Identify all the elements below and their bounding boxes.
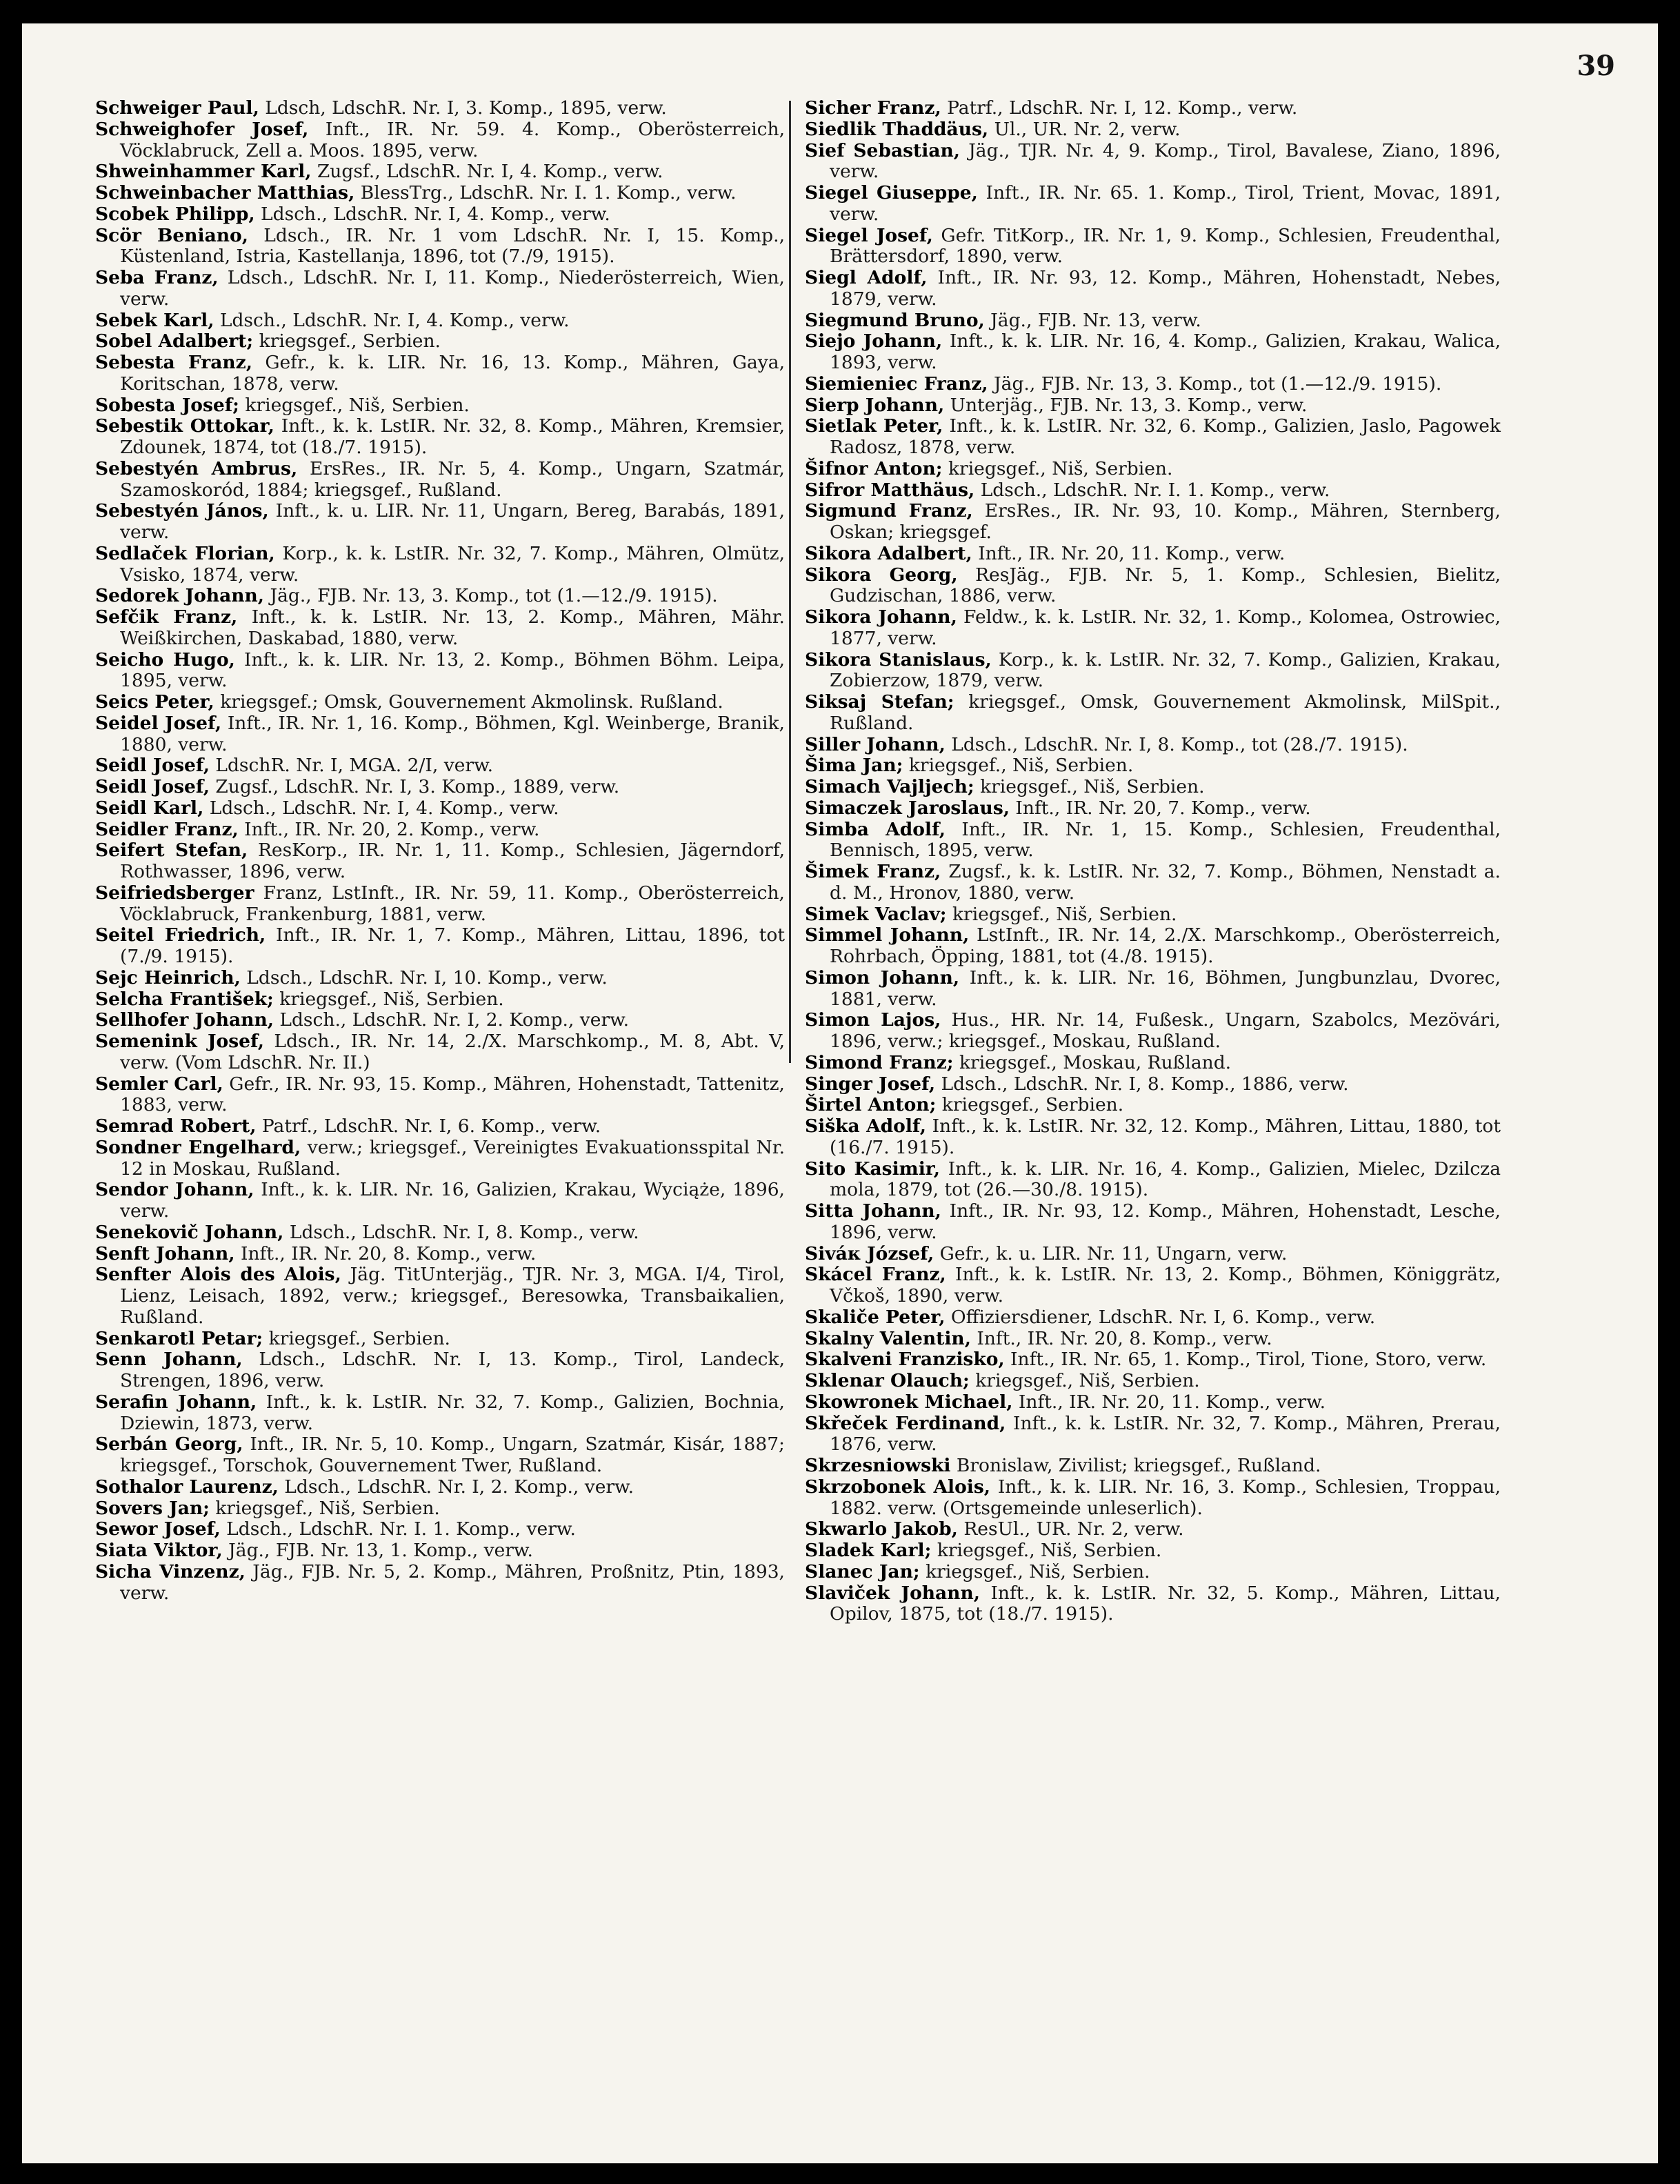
list-item (95, 1010, 785, 1031)
entry-name: Siemieniec Franz, (805, 373, 988, 395)
entry-name: Seicho Hugo, (95, 648, 235, 671)
entry-text: verw.; kriegsgef., Vereinigtes Evakuationsspital Nr. 12 in Moskau, Rußland. (120, 1136, 785, 1180)
entry-name: Sladek Karl; (805, 1540, 932, 1561)
list-item (805, 480, 1501, 502)
list-item (95, 1349, 785, 1392)
entry-name: Simba Adolf, (805, 818, 946, 840)
entry-text: Inft., IR. Nr. 65. 1. Komp., Tirol, Trient, Movac, 1891, verw. (830, 182, 1501, 225)
entry-name: Senfter Alois des Alois, (95, 1264, 341, 1286)
entry-text: Inft., IR. Nr. 65, 1. Komp., Tirol, Tione, Storo, verw. (1010, 1349, 1487, 1371)
entry-text: Jäg., FJB. Nr. 13, 3. Komp., tot (1.—12./9. 1915). (270, 585, 718, 607)
entry-name: Sito Kasimir, (805, 1158, 941, 1180)
entry-name: Sitta Johann, (805, 1200, 941, 1222)
list-item (805, 798, 1501, 820)
list-item (805, 544, 1501, 565)
list-item (95, 1222, 785, 1244)
list-item (95, 713, 785, 756)
entry-text: kriegsgef., Niš, Serbien. (908, 755, 1134, 777)
entry-text: kriegsgef., Niš, Serbien. (245, 394, 470, 416)
list-item (95, 353, 785, 395)
list-item (95, 755, 785, 777)
entry-name: Sovers Jan; (95, 1497, 210, 1519)
entry-name: Seidler Franz, (95, 818, 239, 840)
entry-text: ErsRes., IR. Nr. 93, 10. Komp., Mähren, Sternberg, Oskan; kriegsgef. (830, 500, 1501, 543)
list-item (805, 1456, 1501, 1477)
list-item (95, 650, 785, 693)
list-item (805, 268, 1501, 310)
entry-name: Sicher Franz, (805, 97, 941, 119)
entry-name: Singer Josef, (805, 1073, 936, 1095)
entry-text: kriegsgef., Niš, Serbien. (948, 457, 1173, 479)
list-item (805, 968, 1501, 1011)
entry-text: Inft., IR. Nr. 59. 4. Komp., Oberösterreich, Vöcklabruck, Zell a. Moos. 1895, verw. (120, 118, 785, 161)
entry-text: Ldsch., LdschR. Nr. I, 2. Komp., verw. (284, 1476, 634, 1498)
entry-text: Inft., k. k. LIR. Nr. 16, 4. Komp., Galizien, Krakau, Walica, 1893, verw. (830, 330, 1501, 373)
entry-name: Serbán Georg, (95, 1433, 243, 1456)
entry-name: Siegl Adolf, (805, 267, 928, 288)
entry-text: Inft., IR. Nr. 5, 10. Komp., Ungarn, Szatmár, Kisár, 1887; kriegsgef., Torschok, Gouvernement Twer, Rußland. (120, 1433, 785, 1476)
entry-name: Senkarotl Petar; (95, 1327, 263, 1349)
entry-text: Bronislaw, Zivilist; kriegsgef., Rußland. (956, 1455, 1321, 1476)
list-item (95, 1116, 785, 1138)
list-item (805, 1095, 1501, 1116)
entry-text: Inft., k. k. LIR. Nr. 13, 2. Komp., Böhmen Böhm. Leipa, 1895, verw. (120, 648, 785, 692)
entry-text: Inft., k. k. LIR. Nr. 16, Böhmen, Jungbunzlau, Dvorec, 1881, verw. (830, 966, 1501, 1010)
entry-text: Jäg., TJR. Nr. 4, 9. Komp., Tirol, Bavalese, Ziano, 1896, verw. (830, 139, 1501, 183)
entry-name: Sebek Karl, (95, 309, 214, 331)
entry-name: Seitel Friedrich, (95, 924, 266, 946)
entry-text: LdschR. Nr. I, MGA. 2/I, verw. (215, 755, 494, 777)
entry-name: Siška Adolf, (805, 1115, 926, 1137)
entry-text: Ldsch, LdschR. Nr. I, 3. Komp., 1895, verw. (265, 97, 667, 119)
entry-name: Šifnor Anton; (805, 457, 943, 479)
list-item (95, 798, 785, 820)
list-item (805, 501, 1501, 544)
list-item (95, 968, 785, 989)
entry-text: Patrf., LdschR. Nr. I, 6. Komp., verw. (261, 1115, 601, 1137)
list-item (95, 331, 785, 353)
list-item (805, 777, 1501, 798)
list-item (95, 1392, 785, 1435)
entry-text: Jäg., FJB. Nr. 13, 3. Komp., tot (1.—12./9. 1915). (994, 373, 1442, 395)
entry-name: Sklenar Olauch; (805, 1370, 970, 1391)
entry-name: Seifert Stefan, (95, 840, 248, 862)
entry-name: Seifriedsberger (95, 882, 254, 904)
list-item (805, 1392, 1501, 1413)
entry-name: Siedlik Thaddäus, (805, 118, 989, 140)
list-item (95, 1244, 785, 1265)
list-item (805, 735, 1501, 756)
list-item (95, 607, 785, 650)
entry-name: Skwarlo Jakob, (805, 1518, 958, 1540)
entry-name: Simek Vaclav; (805, 903, 947, 925)
entry-text: Korp., k. k. LstIR. Nr. 32, 7. Komp., Mähren, Olmütz, Vsisko, 1874, verw. (120, 542, 785, 586)
entry-name: Siegmund Bruno, (805, 309, 985, 331)
entry-text: kriegsgef., Niš, Serbien. (980, 776, 1205, 797)
list-item (805, 862, 1501, 904)
entry-text: Ldsch., LdschR. Nr. I, 4. Komp., verw. (209, 797, 559, 819)
list-item (95, 989, 785, 1011)
entry-name: Skalveni Franzisko, (805, 1349, 1005, 1371)
list-item (95, 692, 785, 713)
entry-name: Siksaj Stefan; (805, 691, 954, 713)
entry-name: Senekovič Johann, (95, 1221, 284, 1243)
list-item (805, 1201, 1501, 1244)
entry-text: kriegsgef., Moskau, Rußland. (959, 1051, 1232, 1073)
list-item (95, 1264, 785, 1328)
entry-text: kriegsgef., Niš, Serbien. (279, 988, 504, 1010)
entry-name: Schweinbacher Matthias, (95, 182, 355, 203)
list-item (805, 374, 1501, 395)
entry-text: LstInft., IR. Nr. 14, 2./X. Marschkomp., Oberösterreich, Rohrbach, Öpping, 1881, tot (4./8. 1915). (830, 924, 1501, 967)
entry-text: Korp., k. k. LstIR. Nr. 32, 7. Komp., Galizien, Krakau, Zobierzow, 1879, verw. (830, 648, 1501, 692)
entry-text: Ldsch., LdschR. Nr. I, 4. Komp., verw. (219, 309, 570, 331)
list-item (805, 1010, 1501, 1053)
entry-name: Sedorek Johann, (95, 585, 265, 607)
list-item (805, 119, 1501, 141)
list-item (95, 1498, 785, 1520)
list-item (805, 820, 1501, 862)
entry-name: Slaviček Johann, (805, 1582, 980, 1604)
list-item (805, 1583, 1501, 1626)
entry-text: Inft., IR. Nr. 20, 8. Komp., verw. (977, 1327, 1272, 1349)
entry-name: Semrad Robert, (95, 1115, 257, 1137)
list-item (805, 141, 1501, 183)
entry-name: Sigmund Franz, (805, 500, 973, 522)
entry-name: Skalny Valentin, (805, 1327, 971, 1349)
entry-text: Jäg. TitUnterjäg., TJR. Nr. 3, MGA. I/4, Tirol, Lienz, Leisach, 1892, verw.; kriegsgef., Beresowka, Transbaikalien, Rußland. (120, 1264, 785, 1328)
list-item (95, 1031, 785, 1074)
list-item (95, 416, 785, 459)
entry-text: Inft., IR. Nr. 93, 12. Komp., Mähren, Hohenstadt, Nebes, 1879, verw. (830, 267, 1501, 310)
entry-text: Inft., k. k. LstIR. Nr. 32, 5. Komp., Mähren, Littau, Opilov, 1875, tot (18./7. 1915). (830, 1582, 1501, 1625)
entry-name: Slanec Jan; (805, 1560, 920, 1582)
entry-name: Skácel Franz, (805, 1264, 946, 1286)
entry-text: Patrf., LdschR. Nr. I, 12. Komp., verw. (947, 97, 1298, 119)
entry-name: Sikora Adalbert, (805, 542, 972, 564)
entry-text: Inft., k. k. LIR. Nr. 16, 3. Komp., Schlesien, Troppau, 1882. verw. (Ortsgemeinde unleserlich). (830, 1476, 1501, 1519)
entry-name: Sikora Georg, (805, 564, 958, 586)
column-divider (789, 101, 791, 1063)
entry-text: Jäg., FJB. Nr. 13, 1. Komp., verw. (228, 1540, 533, 1561)
entry-name: Sierp Johann, (805, 394, 945, 416)
entry-text: kriegsgef., Niš, Serbien. (937, 1540, 1162, 1561)
entry-name: Sobel Adalbert; (95, 330, 254, 353)
entry-text: Inft., k. k. LstIR. Nr. 13, 2. Komp., Böhmen, Königgrätz, Včkoš, 1890, verw. (830, 1264, 1501, 1307)
list-item (95, 1477, 785, 1498)
entry-text: Hus., HR. Nr. 14, Fußesk., Ungarn, Szabolcs, Mezövári, 1896, verw.; kriegsgef., Moskau, Rußland. (830, 1009, 1501, 1052)
list-item (805, 395, 1501, 417)
entry-name: Sewor Josef, (95, 1518, 221, 1540)
list-item (95, 883, 785, 926)
list-item (95, 119, 785, 162)
list-item (95, 459, 785, 502)
entry-text: Inft., k. k. LIR. Nr. 16, 4. Komp., Galizien, Mielec, Dzilcza mola, 1879, tot (26.—30./8. 1915). (830, 1158, 1501, 1201)
list-item (805, 183, 1501, 226)
list-item (805, 1540, 1501, 1562)
list-item (805, 565, 1501, 608)
list-item (805, 607, 1501, 650)
entry-name: Skřeček Ferdinand, (805, 1412, 1006, 1434)
entry-name: Šima Jan; (805, 755, 903, 777)
entry-text: BlessTrg., LdschR. Nr. I. 1. Komp., verw. (360, 182, 737, 203)
list-item (95, 1138, 785, 1180)
entry-text: Ldsch., LdschR. Nr. I, 8. Komp., tot (28./7. 1915). (951, 733, 1408, 755)
entry-name: Siata Viktor, (95, 1540, 223, 1561)
list-item (95, 1562, 785, 1605)
list-item (95, 501, 785, 544)
entry-name: Šimek Franz, (805, 861, 941, 882)
list-item (95, 310, 785, 332)
entry-text: Ldsch., IR. Nr. 1 vom LdschR. Nr. I, 15. Komp., Küstenland, Istria, Kastellanja, 1896, tot (7./9, 1915). (120, 224, 785, 268)
list-item (805, 98, 1501, 119)
list-item (95, 820, 785, 841)
entry-name: Senft Johann, (95, 1242, 235, 1264)
entry-name: Sikora Johann, (805, 606, 957, 628)
entry-text: Inft., IR. Nr. 20, 8. Komp., verw. (240, 1242, 537, 1264)
entry-text: ResJäg., FJB. Nr. 5, 1. Komp., Schlesien, Bielitz, Gudzischan, 1886, verw. (830, 564, 1501, 607)
entry-text: Zugsf., LdschR. Nr. I, 4. Komp., verw. (317, 161, 663, 183)
entry-text: Inft., k. k. LstIR. Nr. 13, 2. Komp., Mähren, Mähr. Weißkirchen, Daskabad, 1880, verw. (120, 606, 785, 649)
entry-text: ResUl., UR. Nr. 2, verw. (963, 1518, 1184, 1540)
entry-name: Sebestyén Ambrus, (95, 457, 298, 479)
entry-name: Simon Johann, (805, 966, 960, 989)
entry-text: kriegsgef., Serbien. (268, 1327, 450, 1349)
entry-name: Sellhofer Johann, (95, 1009, 274, 1031)
entry-text: kriegsgef., Omsk, Gouvernement Akmolinsk, MilSpit., Rußland. (830, 691, 1501, 734)
list-item (95, 544, 785, 586)
entry-text: Ldsch., LdschR. Nr. I, 8. Komp., verw. (289, 1221, 639, 1243)
entry-text: Zugsf., k. k. LstIR. Nr. 32, 7. Komp., Böhmen, Nenstadt a. d. M., Hronov, 1880, verw. (830, 861, 1501, 904)
list-item (805, 1349, 1501, 1371)
entry-text: Ldsch., LdschR. Nr. I. 1. Komp., verw. (980, 479, 1330, 501)
list-item (95, 1540, 785, 1562)
entry-name: Sifror Matthäus, (805, 479, 975, 501)
entry-name: Seics Peter, (95, 691, 214, 713)
document-page (22, 23, 1658, 2163)
entry-name: Seidel Josef, (95, 712, 222, 734)
entry-name: Sietlak Peter, (805, 415, 943, 437)
entry-text: ErsRes., IR. Nr. 5, 4. Komp., Ungarn, Szatmár, Szamoskoród, 1884; kriegsgef., Rußland. (120, 457, 785, 501)
entry-name: Simach Vajljech; (805, 776, 974, 797)
entry-text: Inft., k. k. LstIR. Nr. 32, 6. Komp., Galizien, Jaslo, Pagowek Radosz, 1878, verw. (830, 415, 1501, 458)
entry-text: Unterjäg., FJB. Nr. 13, 3. Komp., verw. (950, 394, 1308, 416)
list-item (95, 1434, 785, 1477)
list-item (95, 226, 785, 268)
entry-text: Ldsch., IR. Nr. 14, 2./X. Marschkomp., M. 8, Abt. V, verw. (Vom LdschR. Nr. II.) (120, 1031, 786, 1073)
list-item (95, 777, 785, 798)
list-item (805, 1116, 1501, 1159)
list-item (805, 1053, 1501, 1074)
entry-name: Simmel Johann, (805, 924, 970, 946)
entry-text: Ldsch., LdschR. Nr. I. 1. Komp., verw. (226, 1518, 576, 1540)
entry-name: Selcha František; (95, 988, 274, 1010)
entry-name: Sefčik Franz, (95, 606, 238, 628)
list-item (95, 840, 785, 883)
entry-name: Senn Johann, (95, 1349, 243, 1371)
entry-name: Sikora Stanislaus, (805, 648, 992, 671)
entry-name: Siegel Josef, (805, 224, 933, 246)
entry-name: Siegel Giuseppe, (805, 182, 978, 203)
entry-text: Inft., k. u. LIR. Nr. 11, Ungarn, Bereg, Barabás, 1891, verw. (120, 500, 785, 543)
entry-text: Ldsch., LdschR. Nr. I, 10. Komp., verw. (246, 966, 608, 989)
page-number: 39 (1577, 50, 1615, 82)
entry-name: Sendor Johann, (95, 1179, 254, 1201)
right-column (805, 98, 1501, 1625)
entry-text: kriegsgef., Niš, Serbien. (215, 1497, 440, 1519)
entry-text: Inft., k. k. LstIR. Nr. 32, 12. Komp., Mähren, Littau, 1880, tot (16./7. 1915). (830, 1115, 1501, 1158)
entry-text: Inft., IR. Nr. 1, 15. Komp., Schlesien, Freudenthal, Bennisch, 1895, verw. (830, 818, 1501, 862)
entry-text: Inft., IR. Nr. 93, 12. Komp., Mähren, Hohenstadt, Lesche, 1896, verw. (830, 1200, 1501, 1243)
entry-text: Inft., k. k. LIR. Nr. 16, Galizien, Krakau, Wyciąże, 1896, verw. (120, 1179, 785, 1222)
entry-text: Gefr. TitKorp., IR. Nr. 1, 9. Komp., Schlesien, Freudenthal, Brättersdorf, 1890, verw. (830, 224, 1501, 268)
entry-text: kriegsgef., Niš, Serbien. (975, 1370, 1200, 1391)
entry-text: Gefr., IR. Nr. 93, 15. Komp., Mähren, Hohenstadt, Tattenitz, 1883, verw. (120, 1073, 785, 1116)
entry-name: Shweinhammer Karl, (95, 161, 312, 183)
entry-text: Gefr., k. u. LIR. Nr. 11, Ungarn, verw. (939, 1242, 1288, 1264)
entry-name: Sicha Vinzenz, (95, 1560, 246, 1582)
list-item (95, 395, 785, 417)
entry-text: kriegsgef., Serbien. (259, 330, 441, 353)
list-item (95, 1180, 785, 1222)
list-item (805, 1477, 1501, 1520)
entry-name: Scör Beniano, (95, 224, 248, 246)
list-item (95, 268, 785, 310)
entry-text: ResKorp., IR. Nr. 1, 11. Komp., Schlesien, Jägerndorf, Rothwasser, 1896, verw. (120, 840, 785, 882)
entry-text: Jäg., FJB. Nr. 5, 2. Komp., Mähren, Proßnitz, Ptin, 1893, verw. (120, 1560, 785, 1604)
entry-text: Inft., IR. Nr. 20, 11. Komp., verw. (1018, 1391, 1326, 1413)
entry-name: Širtel Anton; (805, 1094, 937, 1116)
list-item (805, 692, 1501, 735)
list-item (805, 416, 1501, 459)
entry-text: kriegsgef., Serbien. (941, 1094, 1124, 1116)
entry-text: Inft., IR. Nr. 1, 7. Komp., Mähren, Littau, 1896, tot (7./9. 1915). (120, 924, 785, 967)
entry-name: Skrzesniowski (805, 1455, 951, 1476)
entry-text: Zugsf., LdschR. Nr. I, 3. Komp., 1889, verw. (215, 776, 620, 797)
entry-name: Sobesta Josef; (95, 394, 239, 416)
entry-text: Jäg., FJB. Nr. 13, verw. (990, 309, 1201, 331)
list-item (805, 226, 1501, 268)
list-item (805, 1371, 1501, 1392)
entry-name: Semler Carl, (95, 1073, 223, 1095)
entry-text: Offiziersdiener, LdschR. Nr. I, 6. Komp., verw. (950, 1306, 1376, 1328)
entry-name: Sebestyén János, (95, 500, 269, 522)
entry-text: kriegsgef.; Omsk, Gouvernement Akmolinsk. Rußland. (220, 691, 723, 713)
entry-name: Seidl Josef, (95, 755, 210, 777)
list-item (95, 98, 785, 119)
entry-name: Sothalor Laurenz, (95, 1476, 279, 1498)
list-item (95, 1074, 785, 1117)
entry-name: Sief Sebastian, (805, 139, 961, 161)
entry-text: Inft., IR. Nr. 1, 16. Komp., Böhmen, Kgl. Weinberge, Branik, 1880, verw. (120, 712, 785, 755)
entry-text: Inft., IR. Nr. 20, 11. Komp., verw. (978, 542, 1286, 564)
entry-name: Simond Franz; (805, 1051, 954, 1073)
entry-text: Inft., k. k. LstIR. Nr. 32, 8. Komp., Mähren, Kremsier, Zdounek, 1874, tot (18./7. 1915). (120, 415, 785, 458)
list-item (805, 1244, 1501, 1265)
entry-text: Inft., IR. Nr. 20, 7. Komp., verw. (1015, 797, 1311, 819)
entry-text: Ldsch., LdschR. Nr. I, 2. Komp., verw. (279, 1009, 630, 1031)
entry-text: kriegsgef., Niš, Serbien. (926, 1560, 1150, 1582)
entry-name: Sejc Heinrich, (95, 966, 241, 989)
entry-name: Skowronek Michael, (805, 1391, 1013, 1413)
list-item (95, 183, 785, 204)
entry-text: Inft., IR. Nr. 20, 2. Komp., verw. (244, 818, 540, 840)
list-item (805, 331, 1501, 374)
entry-text: Ldsch., LdschR. Nr. I, 11. Komp., Niederösterreich, Wien, verw. (120, 267, 785, 310)
entry-name: Siller Johann, (805, 733, 946, 755)
entry-name: Skrzobonek Alois, (805, 1476, 990, 1498)
list-item (95, 161, 785, 183)
entry-text: Ldsch., LdschR. Nr. I, 8. Komp., 1886, verw. (941, 1073, 1349, 1095)
entry-name: Seidl Josef, (95, 776, 210, 797)
entry-name: Seba Franz, (95, 267, 219, 288)
entry-name: Serafin Johann, (95, 1391, 257, 1413)
entry-name: Sebesta Franz, (95, 352, 252, 373)
entry-name: Siejo Johann, (805, 330, 943, 353)
entry-text: Inft., k. k. LstIR. Nr. 32, 7. Komp., Mähren, Prerau, 1876, verw. (830, 1412, 1501, 1456)
entry-name: Sebestik Ottokar, (95, 415, 274, 437)
list-item (805, 1074, 1501, 1095)
entry-text: kriegsgef., Niš, Serbien. (952, 903, 1177, 925)
entry-text: Franz, LstInft., IR. Nr. 59, 11. Komp., Oberösterreich, Vöcklabruck, Frankenburg, 1881, verw. (120, 882, 785, 925)
list-item (95, 586, 785, 607)
list-item (805, 925, 1501, 968)
list-item (95, 925, 785, 968)
entry-text: Ldsch., LdschR. Nr. I, 4. Komp., verw. (261, 203, 610, 225)
list-item (95, 204, 785, 226)
entry-name: Sedlaček Florian, (95, 542, 275, 564)
entry-name: Scobek Philipp, (95, 203, 255, 225)
entry-text: Feldw., k. k. LstIR. Nr. 32, 1. Komp., Kolomea, Ostrowiec, 1877, verw. (830, 606, 1501, 649)
entry-text: Gefr., k. k. LIR. Nr. 16, 13. Komp., Mähren, Gaya, Koritschan, 1878, verw. (120, 352, 785, 395)
entry-name: Simaczek Jaroslaus, (805, 797, 1010, 819)
entry-name: Schweiger Paul, (95, 97, 259, 119)
list-item (805, 1307, 1501, 1329)
entry-name: Semenink Josef, (95, 1031, 265, 1052)
list-item (805, 755, 1501, 777)
list-item (805, 310, 1501, 332)
list-item (805, 1519, 1501, 1540)
list-item (95, 1329, 785, 1350)
left-column (95, 98, 785, 1604)
entry-name: Simon Lajos, (805, 1009, 941, 1031)
entry-name: Sondner Engelhard, (95, 1136, 301, 1158)
list-item (805, 650, 1501, 693)
list-item (805, 1562, 1501, 1583)
list-item (95, 1519, 785, 1540)
list-item (805, 1413, 1501, 1456)
list-item (805, 1159, 1501, 1202)
entry-name: Schweighofer Josef, (95, 118, 309, 140)
list-item (805, 904, 1501, 926)
entry-name: Seidl Karl, (95, 797, 204, 819)
list-item (805, 1329, 1501, 1350)
entry-text: Inft., k. k. LstIR. Nr. 32, 7. Komp., Galizien, Bochnia, Dziewin, 1873, verw. (120, 1391, 785, 1434)
entry-text: Ul., UR. Nr. 2, verw. (994, 118, 1181, 140)
entry-text: Ldsch., LdschR. Nr. I, 13. Komp., Tirol, Landeck, Strengen, 1896, verw. (120, 1349, 785, 1391)
list-item (805, 1264, 1501, 1307)
entry-name: Skaliče Peter, (805, 1306, 946, 1328)
list-item (805, 459, 1501, 480)
entry-name: Siváк József, (805, 1242, 934, 1264)
